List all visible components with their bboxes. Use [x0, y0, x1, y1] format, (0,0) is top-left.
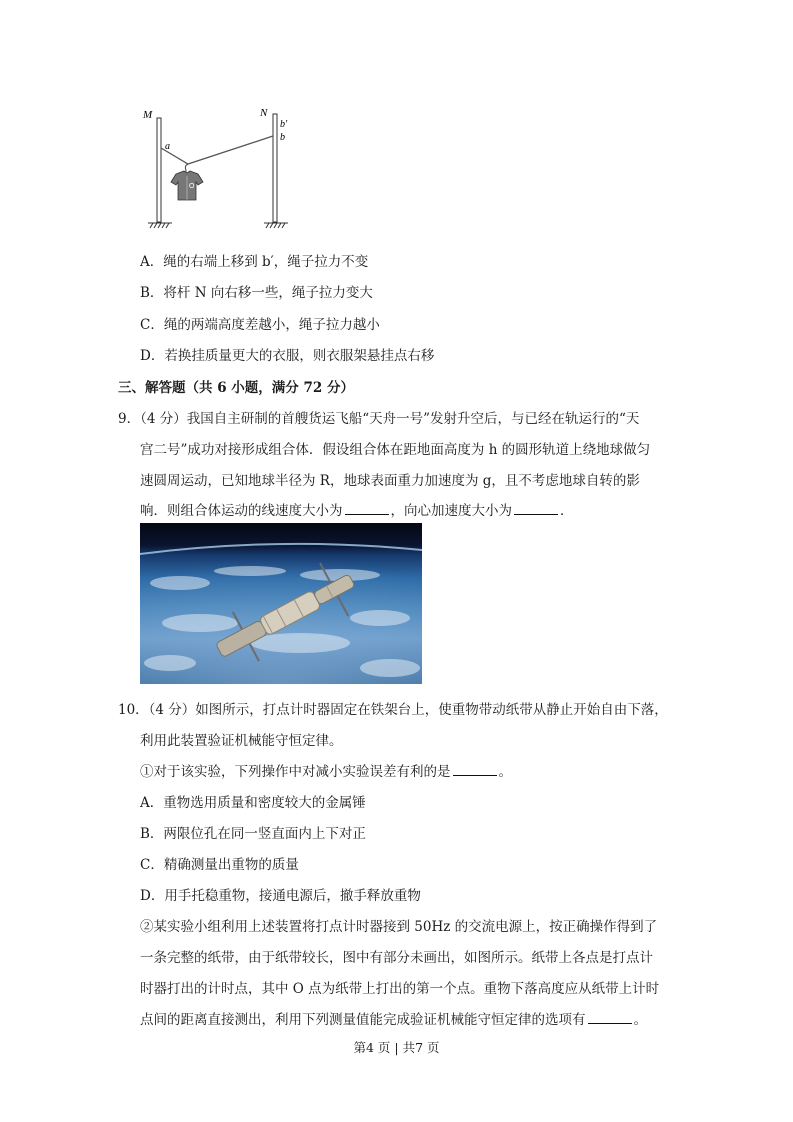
answer-blank [453, 763, 497, 776]
clothesline-figure [140, 100, 310, 235]
label-o: O [189, 183, 195, 190]
section-heading: 三、解答题（共 6 小题，满分 72 分） [118, 380, 354, 396]
pole-n [273, 114, 277, 222]
q10-sub2-text: 点间的距离直接测出，利用下列测量值能完成验证机械能守恒定律的选项有 [140, 1012, 586, 1028]
answer-blank [514, 502, 558, 515]
q10-sub2-line-2: 一条完整的纸带，由于纸带较长，图中有部分未画出，如图所示。纸带上各点是打点计 [140, 950, 653, 966]
q10-option-b: B．两限位孔在同一竖直面内上下对正 [140, 826, 366, 842]
q9-line-2: 宫二号”成功对接形成组合体．假设组合体在距地面高度为 h 的圆形轨道上绕地球做匀 [140, 442, 651, 458]
page-footer: 第4 页 | 共7 页 [353, 1040, 440, 1055]
q9-text-c: ． [560, 503, 574, 519]
label-a: a [165, 141, 170, 152]
space-station-photo [140, 523, 422, 684]
rope [161, 136, 273, 164]
q10-sub2-end: 。 [633, 1012, 647, 1028]
ground-m [148, 223, 172, 228]
label-n: N [260, 107, 268, 119]
pole-m [157, 118, 161, 222]
label-b-prime: b′ [280, 119, 288, 130]
q8-option-b: B．将杆 N 向右移一些，绳子拉力变大 [140, 285, 373, 301]
q10-sub-1 [140, 760, 512, 780]
q9-line-1: 9．（4 分）我国自主研制的首艘货运飞船“天舟一号”发射升空后，与已经在轨运行的“天 [118, 411, 640, 427]
answer-blank [345, 502, 389, 515]
q10-sub2-line-3: 时器打出的计时点，其中 O 点为纸带上打出的第一个点。重物下落高度应从纸带上计时 [140, 981, 660, 997]
q10-option-a: A．重物选用质量和密度较大的金属锤 [140, 795, 366, 811]
hanger-hook [185, 164, 188, 173]
q9-text-a: 响．则组合体运动的线速度大小为 [140, 503, 343, 519]
q10-option-c: C．精确测量出重物的质量 [140, 857, 299, 873]
q10-sub2-line-4 [140, 1008, 647, 1028]
q8-option-a: A．绳的右端上移到 b′，绳子拉力不变 [140, 254, 369, 270]
q10-line-2: 利用此装置验证机械能守恒定律。 [140, 733, 343, 749]
q9-line-4 [140, 499, 574, 519]
ground-n [264, 223, 288, 228]
q10-sub1-end: 。 [498, 764, 512, 780]
q9-text-b: ，向心加速度大小为 [390, 503, 512, 519]
q8-option-c: C．绳的两端高度差越小，绳子拉力越小 [140, 317, 380, 333]
q9-line-3: 速圆周运动，已知地球半径为 R，地球表面重力加速度为 g，且不考虑地球自转的影 [140, 473, 640, 489]
q10-option-d: D．用手托稳重物，接通电源后，撤手释放重物 [140, 888, 421, 904]
answer-blank [588, 1011, 632, 1024]
q8-option-d: D．若换挂质量更大的衣服，则衣服架悬挂点右移 [140, 348, 435, 364]
label-b: b [280, 132, 285, 143]
q10-line-1: 10．（4 分）如图所示，打点计时器固定在铁架台上，使重物带动纸带从静止开始自由下落， [118, 702, 668, 718]
q10-sub1-text: ①对于该实验，下列操作中对减小实验误差有利的是 [140, 764, 451, 780]
q10-sub2-line-1: ②某实验小组利用上述装置将打点计时器接到 50Hz 的交流电源上，按正确操作得到了 [140, 919, 658, 935]
label-m: M [143, 109, 153, 121]
